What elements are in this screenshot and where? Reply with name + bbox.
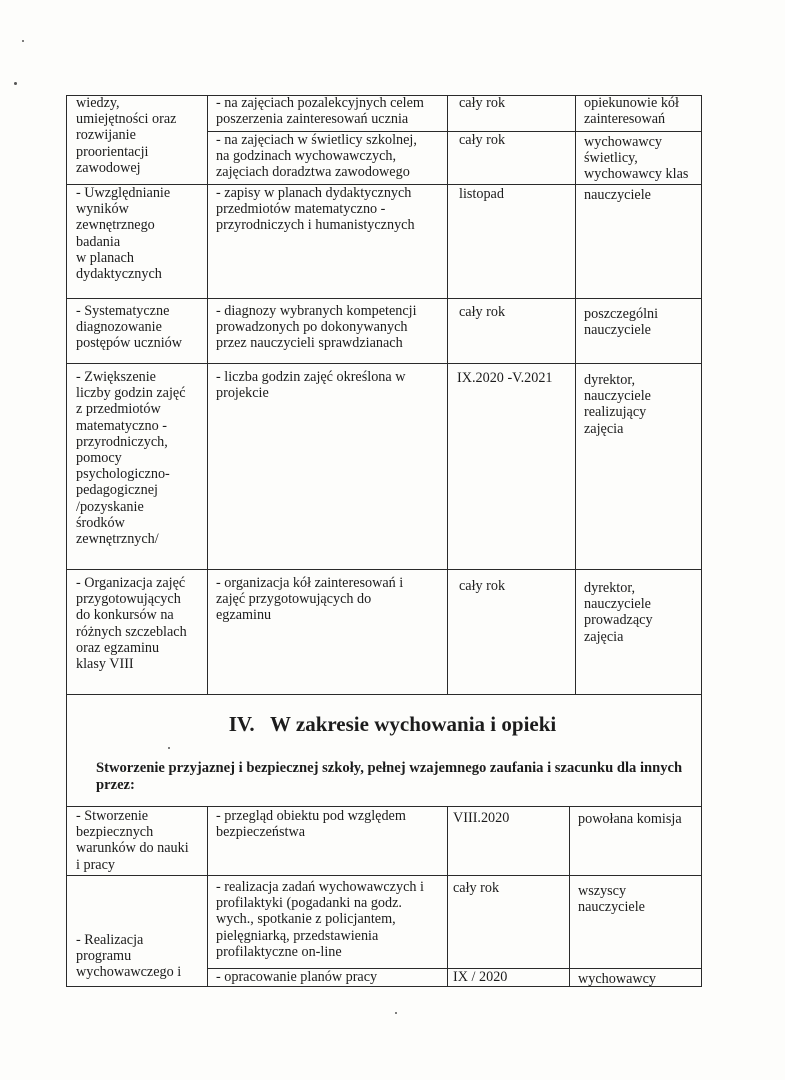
table-cell-term: cały rok bbox=[459, 132, 506, 148]
table-cell-method: - na zajęciach pozalekcyjnych celem poszerzenia zainteresowań ucznia bbox=[216, 95, 424, 128]
table-cell-responsible: poszczególni nauczyciele bbox=[584, 306, 659, 339]
section-lead: Stworzenie przyjaznej i bezpiecznej szkoły, pełnej wzajemnego zaufania i szacunku dla innych przez: bbox=[96, 760, 683, 793]
table-cell-method: - zapisy w planach dydaktycznych przedmiotów matematyczno - przyrodniczych i humanistycznych bbox=[216, 185, 415, 234]
table-cell-responsible: wychowawcy świetlicy, wychowawcy klas bbox=[584, 134, 689, 183]
table-cell-term: cały rok bbox=[453, 880, 500, 896]
table-cell-responsible: dyrektor, nauczyciele prowadzący zajęcia bbox=[584, 580, 653, 645]
table-cell-activity: - Systematyczne diagnozowanie postępów uczniów bbox=[76, 303, 182, 352]
table-cell-responsible: opiekunowie kół zainteresowań bbox=[584, 95, 679, 128]
table-cell-responsible: wychowawcy bbox=[578, 971, 657, 987]
table-cell-method: - organizacja kół zainteresowań i zajęć przygotowujących do egzaminu bbox=[216, 575, 404, 624]
table-cell-activity: - Stworzenie bezpiecznych warunków do nauki i pracy bbox=[76, 808, 189, 873]
table-cell-term: listopad bbox=[459, 186, 504, 202]
table-cell-responsible: wszyscy nauczyciele bbox=[578, 883, 645, 916]
table-cell-responsible: nauczyciele bbox=[584, 187, 651, 203]
table-cell-method: - diagnozy wybranych kompetencji prowadzonych po dokonywanych przez nauczycieli sprawdzianach bbox=[216, 303, 417, 352]
table-cell-term: cały rok bbox=[459, 304, 506, 320]
table-cell-term: IX.2020 -V.2021 bbox=[457, 370, 553, 386]
table-cell-activity: - Uwzględnianie wyników zewnętrznego badania w planach dydaktycznych bbox=[76, 185, 171, 283]
table-cell-method: - liczba godzin zajęć określona w projekcie bbox=[216, 369, 406, 402]
scan-speck bbox=[22, 40, 24, 42]
table-cell-term: VIII.2020 bbox=[453, 810, 510, 826]
table-cell-activity: - Zwiększenie liczby godzin zajęć z przedmiotów matematyczno - przyrodniczych, pomocy psychologiczno- pedagogicznej /pozyskanie środków zewnętrznych/ bbox=[76, 369, 186, 548]
table-cell-method: - opracowanie planów pracy bbox=[216, 969, 378, 985]
scan-speck bbox=[168, 747, 170, 749]
table-cell-method: - na zajęciach w świetlicy szkolnej, na godzinach wychowawczych, zajęciach doradztwa zawodowego bbox=[216, 132, 417, 181]
table-cell-method: - realizacja zadań wychowawczych i profilaktyki (pogadanki na godz. wych., spotkanie z policjantem, pielęgniarką, przedstawienia profilaktyczne on-line bbox=[216, 879, 424, 960]
table-cell-term: IX / 2020 bbox=[453, 969, 508, 985]
table-cell-term: cały rok bbox=[459, 578, 506, 594]
table-cell-method: - przegląd obiektu pod względem bezpieczeństwa bbox=[216, 808, 406, 841]
scan-speck bbox=[14, 82, 17, 85]
table-cell-responsible: dyrektor, nauczyciele realizujący zajęcia bbox=[584, 372, 651, 437]
section-title: W zakresie wychowania i opieki bbox=[270, 712, 557, 736]
scan-speck bbox=[395, 1012, 397, 1014]
table-cell-responsible: powołana komisja bbox=[578, 811, 682, 827]
table-cell-activity: - Realizacja programu wychowawczego i bbox=[76, 932, 182, 981]
section-heading bbox=[0, 712, 785, 737]
section-number: IV. bbox=[228, 712, 255, 736]
table-cell-term: cały rok bbox=[459, 95, 506, 111]
table-cell-activity: - Organizacja zajęć przygotowujących do konkursów na różnych szczeblach oraz egzaminu klasy VIII bbox=[76, 575, 187, 673]
table-cell-activity: wiedzy, umiejętności oraz rozwijanie proorientacji zawodowej bbox=[76, 95, 177, 176]
